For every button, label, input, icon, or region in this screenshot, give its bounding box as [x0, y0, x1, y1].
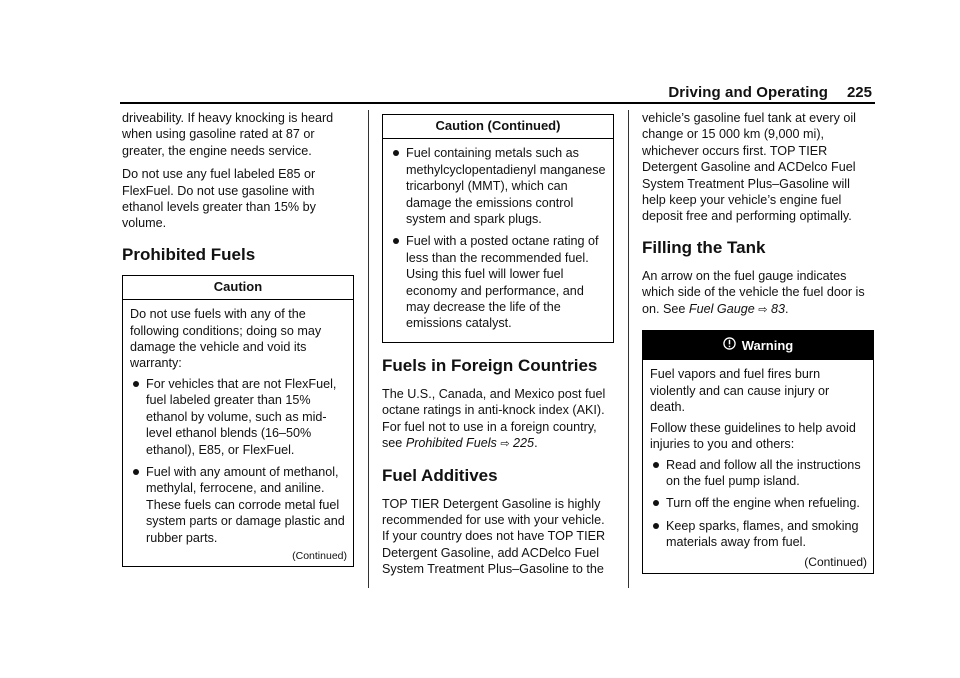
cross-reference-page[interactable]: 83: [770, 301, 785, 316]
caution-title: Caution (Continued): [383, 115, 613, 139]
header-rule: [120, 102, 875, 104]
paragraph: vehicle’s gasoline fuel tank at every oil change or 15 000 km (9,000 mi), whichever occurs first. TOP TIER Detergent Gasoline and ACDelco Fuel System Treatment Plus–Gasoline will help keep your vehicle’s engine fuel deposit free and performing optimally.: [642, 111, 856, 224]
caution-list: [130, 376, 347, 546]
list-item: Fuel with a posted octane rating of less than the recommended fuel. Using this fuel will lower fuel economy and performance, and may decrease the life of the emissions catalyst.: [390, 233, 607, 331]
column-left: [122, 110, 354, 567]
section-heading: Fuel Additives: [382, 465, 498, 485]
caution-continued-box: [382, 114, 614, 343]
paragraph: TOP TIER Detergent Gasoline is highly recommended for use with your vehicle. If your country does not have TOP TIER Detergent Gasoline, add ACDelco Fuel System Treatment Plus–Gasoline to the: [382, 496, 606, 577]
bullet-icon: [653, 500, 659, 506]
paragraph: driveability. If heavy knocking is heard when using gasoline rated at 87 or greater, the engine needs service.: [122, 111, 334, 158]
caution-list: [390, 145, 607, 331]
warning-box: [642, 330, 874, 573]
bullet-icon: [393, 238, 399, 244]
paragraph: The U.S., Canada, and Mexico post fuel octane ratings in anti-knock index (AKI). For fuel not to use in a foreign country, see Prohibited Fuels ⇨ 225.: [382, 386, 606, 451]
bullet-icon: [653, 462, 659, 468]
warning-text: Fuel vapors and fuel fires burn violently and can cause injury or death.: [650, 367, 830, 415]
page-number: 225: [846, 84, 872, 101]
warning-header: [643, 331, 873, 360]
warning-list: [650, 457, 867, 551]
list-item: Fuel with any amount of methanol, methylal, ferrocene, and aniline. These fuels can corrode metal fuel system parts or damage plastic and rubber parts.: [130, 464, 347, 546]
bullet-icon: [393, 150, 399, 156]
column-right: [642, 110, 874, 574]
warning-title: Warning: [741, 338, 794, 354]
list-item: Keep sparks, flames, and smoking materials away from fuel.: [650, 518, 867, 551]
cross-reference-link[interactable]: Prohibited Fuels: [405, 436, 497, 451]
bullet-icon: [653, 523, 659, 529]
list-item: For vehicles that are not FlexFuel, fuel labeled greater than 15% ethanol by volume, such as mid-level ethanol blends (16–50% ethanol), E85, or FlexFuel.: [130, 376, 347, 458]
paragraph: An arrow on the fuel gauge indicates which side of the vehicle the fuel door is on. See Fuel Gauge ⇨ 83.: [642, 268, 865, 316]
section-heading: Prohibited Fuels: [122, 244, 256, 264]
cross-reference-page[interactable]: 225: [513, 436, 535, 451]
section-heading: Fuels in Foreign Countries: [382, 355, 598, 375]
section-heading: Filling the Tank: [642, 237, 766, 257]
caution-intro: Do not use fuels with any of the following conditions; doing so may damage the vehicle and void its warranty:: [130, 307, 322, 371]
paragraph: Do not use any fuel labeled E85 or FlexFuel. Do not use gasoline with ethanol levels greater than 15% by volume.: [122, 167, 316, 231]
warning-text: Follow these guidelines to help avoid injuries to you and others:: [650, 420, 856, 452]
column-divider: [628, 110, 629, 588]
caution-box: [122, 275, 354, 567]
caution-title: Caution: [123, 276, 353, 300]
cross-reference-link[interactable]: Fuel Gauge: [688, 301, 755, 316]
warning-icon: [723, 337, 736, 353]
bullet-icon: [133, 381, 139, 387]
continued-label: (Continued): [804, 554, 867, 569]
reference-arrow-icon: ⇨: [500, 438, 510, 451]
column-divider: [368, 110, 369, 588]
list-item: Fuel containing metals such as methylcyclopentadienyl manganese tricarbonyl (MMT), which can damage the emissions control system and spark plugs.: [390, 145, 607, 227]
bullet-icon: [133, 469, 139, 475]
reference-arrow-icon: ⇨: [758, 303, 768, 316]
list-item: Read and follow all the instructions on the fuel pump island.: [650, 457, 867, 490]
section-title: Driving and Operating: [668, 84, 828, 101]
list-item: Turn off the engine when refueling.: [650, 495, 867, 511]
continued-label: (Continued): [292, 549, 347, 562]
column-middle: [382, 114, 614, 585]
